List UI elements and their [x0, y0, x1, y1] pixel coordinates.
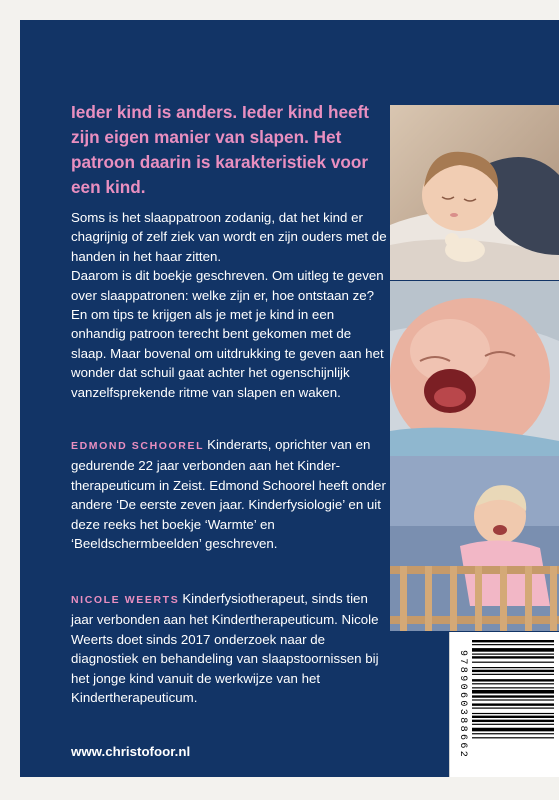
barcode-bar	[472, 737, 554, 738]
yawning-baby-photo	[390, 281, 559, 456]
barcode-bar	[472, 683, 554, 684]
lead-text: Ieder kind is anders. Ieder kind heeft zijn eigen manier van slapen. Het patroon daarin is karakteristiek voor een kind.	[71, 102, 370, 197]
author-name-schoorel: EDMOND SCHOOREL	[71, 440, 205, 452]
barcode-bar	[472, 644, 554, 645]
barcode-bar	[472, 679, 554, 681]
barcode-bar	[472, 713, 554, 714]
barcode-bar	[472, 699, 554, 700]
barcode-bar	[472, 716, 554, 718]
barcode-bar	[472, 690, 554, 694]
barcode-bar	[472, 640, 554, 642]
barcode-bar	[472, 708, 554, 709]
author-bio-weerts	[71, 589, 389, 707]
barcode-bar	[472, 695, 554, 697]
isbn-digits: 9789060388662	[457, 650, 468, 760]
barcode-bar	[472, 670, 554, 672]
crying-toddler-in-crib-photo	[390, 456, 559, 631]
back-cover	[20, 20, 559, 777]
isbn-barcode	[449, 632, 559, 777]
barcode-bar	[472, 662, 554, 663]
barcode-bar	[472, 720, 554, 722]
author-bio-text-weerts: Kinderfysiotherapeut, sinds tien jaar verbonden aan het Kindertherapeuticum. Nicole Weerts doet sinds 2017 onderzoek naar de diagnostiek en behandeling van slaapstoornissen bij het jonge kind vanuit de werkwijze van het Kindertherapeuticum.	[71, 591, 379, 706]
author-bio-text-schoorel: Kinderarts, oprichter van en gedurende 22 jaar verbonden aan het Kindertherapeuticum in Zeist. Edmond Schoorel heeft onder andere ‘De eerste zeven jaar. Kinderfysiologie’ en uit deze reeks het boekje ‘Warmte’ en ‘Beeldschermbeelden’ geschreven.	[71, 437, 386, 552]
barcode-bar	[472, 674, 554, 675]
intro-paragraph-1: Soms is het slaappatroon zodanig, dat het kind er chagrijnig of zelf ziek van wordt en zijn ouders met de handen in het haar zitten.	[71, 210, 387, 264]
barcode-bar	[472, 724, 554, 725]
author-bio-schoorel	[71, 435, 389, 553]
barcode-bar	[472, 687, 554, 688]
barcode-bar	[472, 667, 554, 668]
author-name-weerts: NICOLE WEERTS	[71, 594, 180, 606]
barcode-bar	[472, 703, 554, 705]
barcode-bars	[472, 640, 554, 770]
intro-paragraph-2: Daarom is dit boekje geschreven. Om uitleg te geven over slaappatronen: welke zijn er, hoe ontstaan ze? En om tips te krijgen als je met je kind in een onhandig patroon terecht bent gekomen met de slaap. Maar bovenal om uitdrukking te geven aan het wonder dat schuil gaat achter het ogenschijnlijk vanzelfsprekende ritme van slapen en waken.	[71, 268, 384, 400]
barcode-bar	[472, 654, 554, 655]
barcode-bar	[472, 733, 554, 734]
publisher-website: www.christofoor.nl	[71, 744, 191, 759]
barcode-bar	[472, 656, 554, 658]
sleeping-toddler-photo	[390, 105, 559, 280]
barcode-bar	[472, 728, 554, 732]
barcode-bar	[472, 648, 554, 652]
intro-text	[71, 208, 389, 402]
